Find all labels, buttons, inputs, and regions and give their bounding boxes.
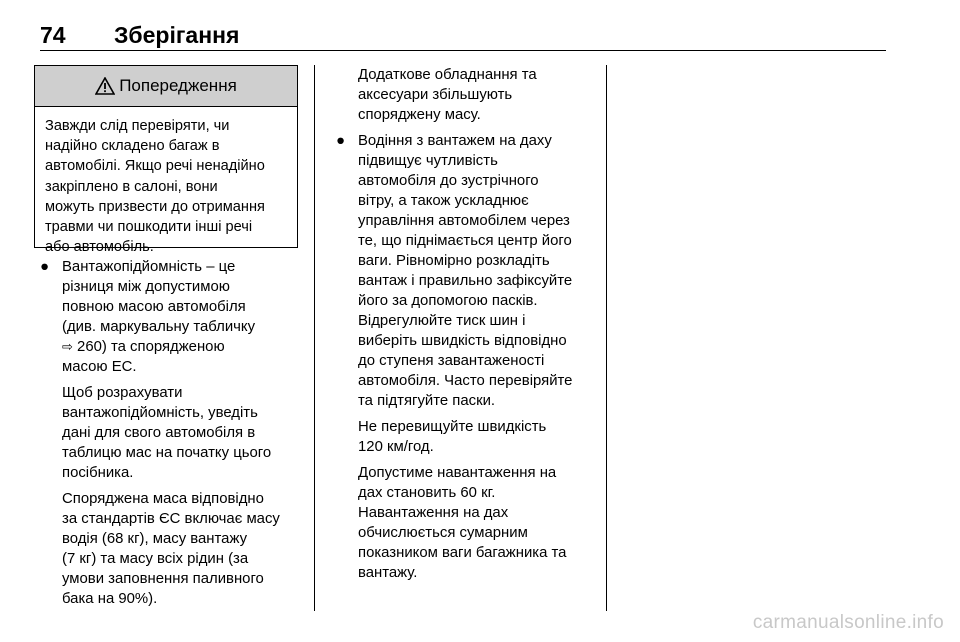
- text-line: Додаткове обладнання та: [358, 67, 537, 83]
- column-divider: [314, 65, 315, 611]
- page-reference[interactable]: [62, 337, 306, 357]
- text-line: те, що піднімається центр його: [358, 233, 572, 249]
- text-line: Водіння з вантажем на даху: [358, 133, 552, 149]
- text-line: та підтягуйте паски.: [358, 393, 496, 409]
- warning-line: надійно складено багаж в: [45, 138, 220, 155]
- page-number: 74: [40, 22, 66, 48]
- page-header: [40, 22, 886, 52]
- text-line: дані для свого автомобіля в: [62, 425, 256, 441]
- text-line: Вантажопідйомність – це: [62, 259, 236, 275]
- column-divider: [606, 65, 607, 611]
- text-line: автомобіля. Часто перевіряйте: [358, 373, 573, 389]
- arrow-reference-icon: ⇨: [62, 339, 73, 354]
- text-line: повною масою автомобіля: [62, 299, 246, 315]
- bullet-dot: ●: [40, 259, 49, 275]
- text-line: ваги. Рівномірно розкладіть: [358, 253, 550, 269]
- warning-line: закріплено в салоні, вони: [45, 178, 218, 195]
- text-line: його за допомогою пасків.: [358, 293, 538, 309]
- text-line: водія (68 кг), масу вантажу: [62, 531, 248, 547]
- column-left: [40, 257, 306, 615]
- bullet-roof-load: [336, 131, 598, 411]
- column-middle: [336, 65, 598, 589]
- paragraph-calculate: [40, 383, 306, 483]
- warning-title: Попередження: [119, 76, 237, 95]
- text-line: вантажу.: [358, 565, 418, 581]
- text-line: споряджену масу.: [358, 107, 481, 123]
- header-rule: [40, 50, 886, 51]
- warning-text: [35, 107, 297, 257]
- text-line: вітру, а також ускладнює: [358, 193, 529, 209]
- text-line: аксесуари збільшують: [358, 87, 513, 103]
- text-line: Щоб розрахувати: [62, 385, 183, 401]
- text-line: посібника.: [62, 465, 134, 481]
- text-line: Допустиме навантаження на: [358, 465, 557, 481]
- warning-line: автомобілі. Якщо речі ненадійно: [45, 158, 265, 175]
- watermark: carmanualsonline.info: [752, 612, 944, 633]
- text-line: (7 кг) та масу всіх рідин (за: [62, 551, 249, 567]
- paragraph-accessories: [336, 65, 598, 125]
- text-line: за стандартів ЄС включає масу: [62, 511, 280, 527]
- text-line: Споряджена маса відповідно: [62, 491, 264, 507]
- text-line: підвищує чутливість: [358, 153, 498, 169]
- text-line: (див. маркувальну табличку: [62, 319, 256, 335]
- text-line: виберіть швидкість відповідно: [358, 333, 567, 349]
- warning-line: або автомобіль.: [45, 239, 154, 256]
- paragraph-roof-limit: [336, 463, 598, 583]
- text-line: автомобіля до зустрічного: [358, 173, 539, 189]
- text-line: до ступеня завантаженості: [358, 353, 545, 369]
- reference-text: 260) та спорядженою: [77, 339, 225, 355]
- warning-line: можуть призвести до отримання: [45, 198, 265, 215]
- warning-box: [34, 65, 298, 256]
- text-line: таблицю мас на початку цього: [62, 445, 272, 461]
- paragraph-speed-limit: [336, 417, 598, 457]
- warning-line: травми чи пошкодити інші речі: [45, 219, 253, 236]
- text-line: Навантаження на дах: [358, 505, 509, 521]
- text-line: дах становить 60 кг.: [358, 485, 496, 501]
- text-line: умови заповнення паливного: [62, 571, 264, 587]
- warning-triangle-icon: [95, 77, 115, 95]
- text-line: бака на 90%).: [62, 591, 158, 607]
- text-line: управління автомобілем через: [358, 213, 570, 229]
- text-line: Відрегулюйте тиск шин і: [358, 313, 526, 329]
- text-line: масою ЕС.: [62, 359, 137, 375]
- text-line: Не перевищуйте швидкість: [358, 419, 547, 435]
- text-line: обчислюється сумарним: [358, 525, 528, 541]
- page-title: Зберігання: [114, 22, 240, 48]
- text-line: 120 км/год.: [358, 439, 434, 455]
- text-line: різниця між допустимою: [62, 279, 230, 295]
- warning-header: [35, 66, 297, 107]
- paragraph-curb-weight: [40, 489, 306, 609]
- bullet-payload: [40, 257, 306, 377]
- bullet-dot: ●: [336, 133, 345, 149]
- warning-line: Завжди слід перевіряти, чи: [45, 118, 230, 134]
- text-line: показником ваги багажника та: [358, 545, 567, 561]
- text-line: вантаж і правильно зафіксуйте: [358, 273, 573, 289]
- text-line: вантажопідйомність, уведіть: [62, 405, 258, 421]
